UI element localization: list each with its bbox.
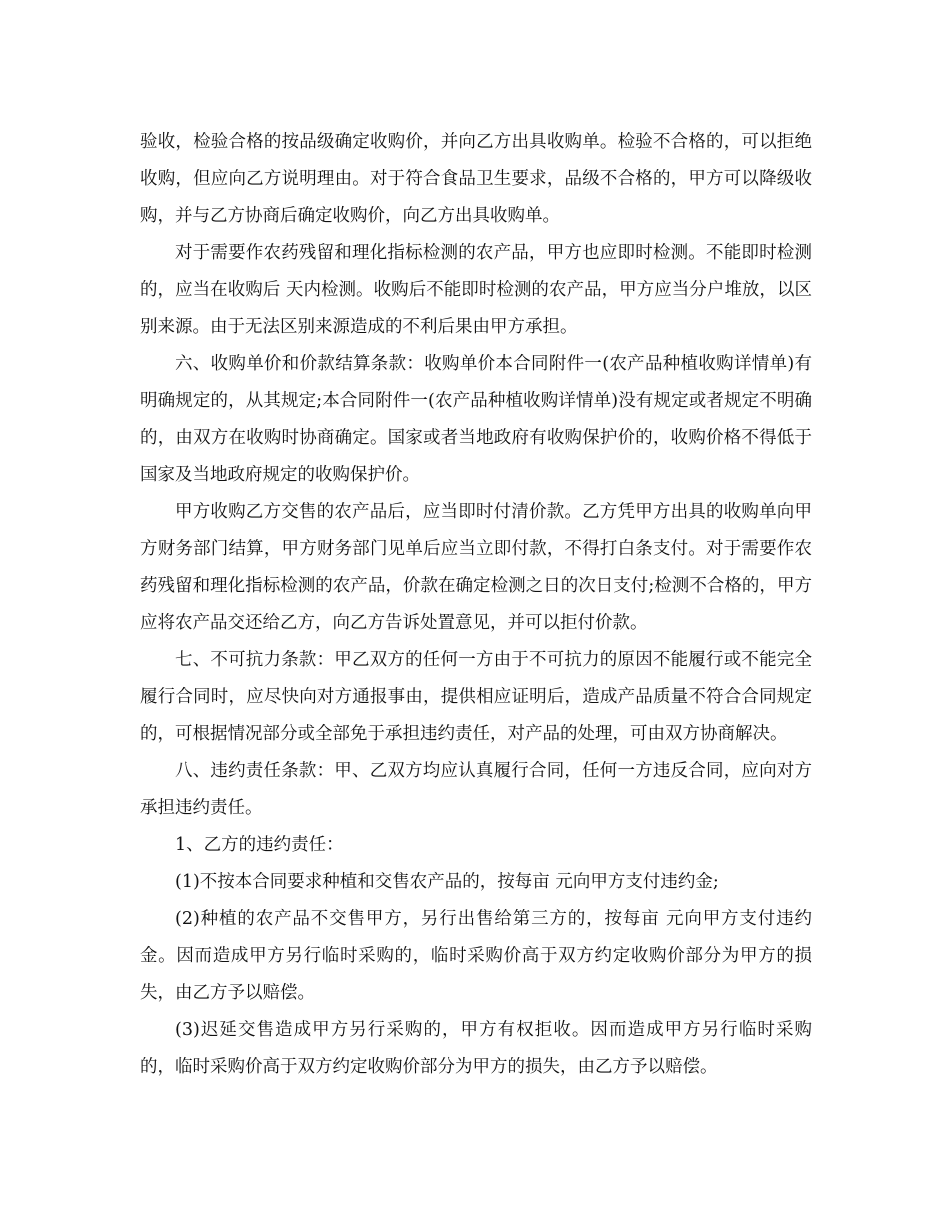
paragraph-pesticide-testing: 对于需要作农药残留和理化指标检测的农产品，甲方也应即时检测。不能即时检测的，应当在收购后 天内检测。收购后不能即时检测的农产品，甲方应当分户堆放，以区别来源。由于无法区别来源造成的不利后果由甲方承担。 (140, 243, 812, 337)
paragraph-acceptance-continued: 验收，检验合格的按品级确定收购价，并向乙方出具收购单。检验不合格的，可以拒绝收购，但应向乙方说明理由。对于符合食品卫生要求，品级不合格的，甲方可以降级收购，并与乙方协商后确定收购价，向乙方出具收购单。 (140, 132, 812, 226)
paragraph-section-6-pricing: 六、收购单价和价款结算条款：收购单价本合同附件一(农产品种植收购详情单)有明确规定的，从其规定;本合同附件一(农产品种植收购详情单)没有规定或者规定不明确的，由双方在收购时协商确定。国家或者当地政府有收购保护价的，收购价格不得低于国家及当地政府规定的收购保护价。 (140, 354, 812, 485)
paragraph-party-b-liability-heading: 1、乙方的违约责任： (175, 835, 344, 855)
paragraph-section-8-liability: 八、违约责任条款：甲、乙双方均应认真履行合同，任何一方违反合同，应向对方承担违约责任。 (140, 761, 812, 818)
paragraph-section-7-force-majeure: 七、不可抗力条款：甲乙双方的任何一方由于不可抗力的原因不能履行或不能完全履行合同时，应尽快向对方通报事由，提供相应证明后，造成产品质量不符合合同规定的，可根据情况部分或全部免于承担违约责任，对产品的处理，可由双方协商解决。 (140, 650, 812, 744)
paragraph-item-2: (2)种植的农产品不交售甲方，另行出售给第三方的，按每亩 元向甲方支付违约金。因而造成甲方另行临时采购的，临时采购价高于双方约定收购价部分为甲方的损失，由乙方予以赔偿。 (140, 909, 812, 1003)
document-body (140, 124, 812, 1086)
paragraph-payment: 甲方收购乙方交售的农产品后，应当即时付清价款。乙方凭甲方出具的收购单向甲方财务部门结算，甲方财务部门见单后应当立即付款，不得打白条支付。对于需要作农药残留和理化指标检测的农产品，价款在确定检测之日的次日支付;检测不合格的，甲方应将农产品交还给乙方，向乙方告诉处置意见，并可以拒付价款。 (140, 502, 812, 633)
paragraph-item-1: (1)不按本合同要求种植和交售农产品的，按每亩 元向甲方支付违约金; (175, 872, 719, 892)
paragraph-item-3: (3)迟延交售造成甲方另行采购的，甲方有权拒收。因而造成甲方另行临时采购的，临时采购价高于双方约定收购价部分为甲方的损失，由乙方予以赔偿。 (140, 1020, 812, 1077)
